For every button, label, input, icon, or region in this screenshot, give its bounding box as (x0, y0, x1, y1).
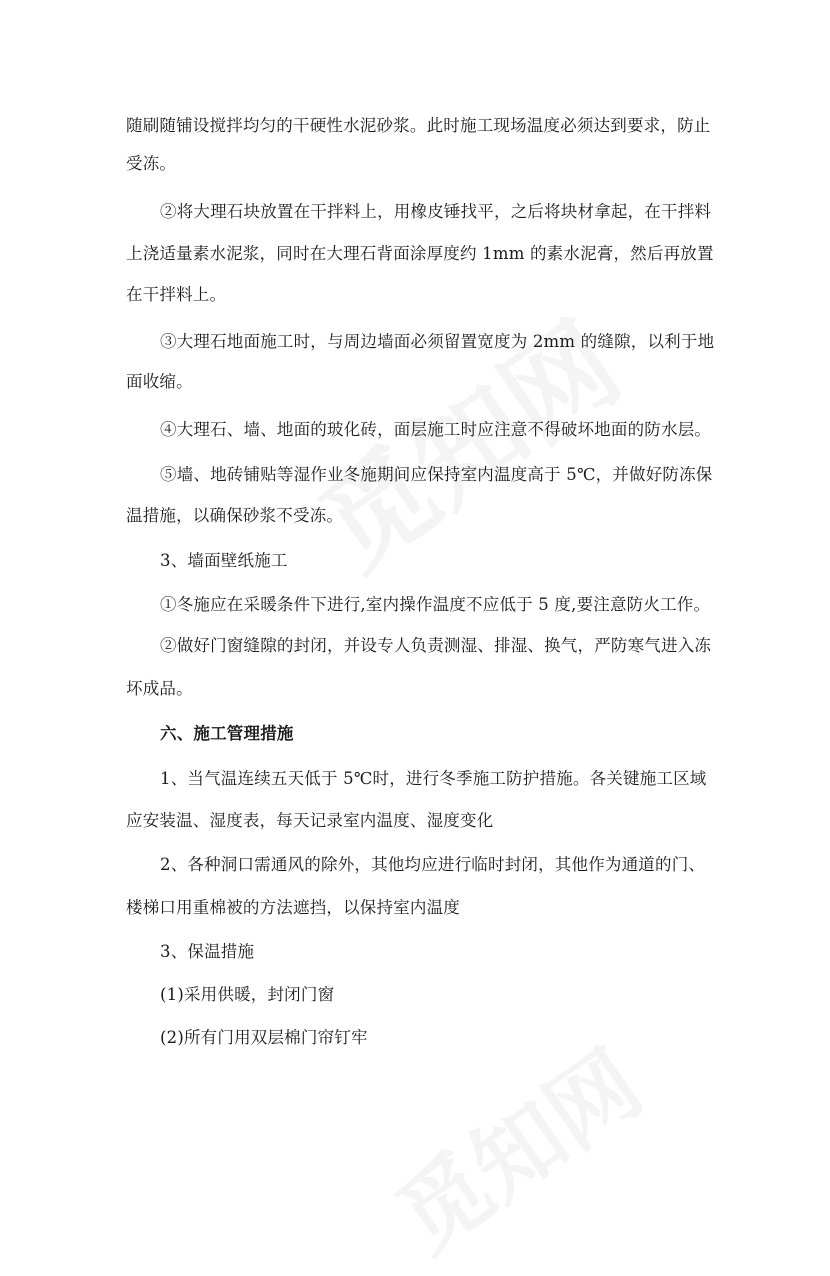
section-heading: 3、保温措施 (160, 942, 255, 961)
section-heading: 3、墙面壁纸施工 (160, 551, 288, 570)
text-line: 应安装温、湿度表，每天记录室内温度、湿度变化 (126, 811, 494, 830)
text-line: 1、当气温连续五天低于 5℃时，进行冬季施工防护措施。各关键施工区域 (160, 769, 707, 788)
text-line: ③大理石地面施工时，与周边墙面必须留置宽度为 2mm 的缝隙，以利于地 (160, 332, 715, 351)
text-line: ⑤墙、地砖铺贴等湿作业冬施期间应保持室内温度高于 5℃，并做好防冻保 (160, 465, 713, 484)
text-line: ②做好门窗缝隙的封闭，并设专人负责测湿、排湿、换气，严防寒气进入冻 (160, 636, 712, 655)
text-line: 在干拌料上。 (126, 285, 227, 304)
text-line: ②将大理石块放置在干拌料上，用橡皮锤找平，之后将块材拿起，在干拌料 (160, 202, 712, 221)
text-line: 坏成品。 (126, 679, 193, 698)
chapter-heading: 六、施工管理措施 (160, 724, 294, 743)
text-line: ④大理石、墙、地面的玻化砖，面层施工时应注意不得破坏地面的防水层。 (160, 420, 712, 439)
watermark-lower (367, 1014, 663, 1275)
text-line: ①冬施应在采暖条件下进行,室内操作温度不应低于 5 度,要注意防火工作。 (160, 595, 711, 614)
text-line: 随刷随铺设搅拌均匀的干硬性水泥砂浆。此时施工现场温度必须达到要求，防止 (126, 116, 711, 135)
text-line: 上浇适量素水泥浆，同时在大理石背面涂厚度约 1mm 的素水泥膏，然后再放置 (126, 244, 714, 263)
text-line: 温措施，以确保砂浆不受冻。 (126, 506, 344, 525)
text-line: 楼梯口用重棉被的方法遮挡，以保持室内温度 (126, 898, 460, 917)
text-line: 受冻。 (126, 154, 177, 173)
text-line: (1)采用供暖，封闭门窗 (160, 985, 335, 1004)
text-line: 2、各种洞口需通风的除外，其他均应进行临时封闭，其他作为通道的门、 (160, 855, 706, 874)
text-line: (2)所有门用双层棉门帘钉牢 (160, 1028, 368, 1047)
text-line: 面收缩。 (126, 372, 193, 391)
